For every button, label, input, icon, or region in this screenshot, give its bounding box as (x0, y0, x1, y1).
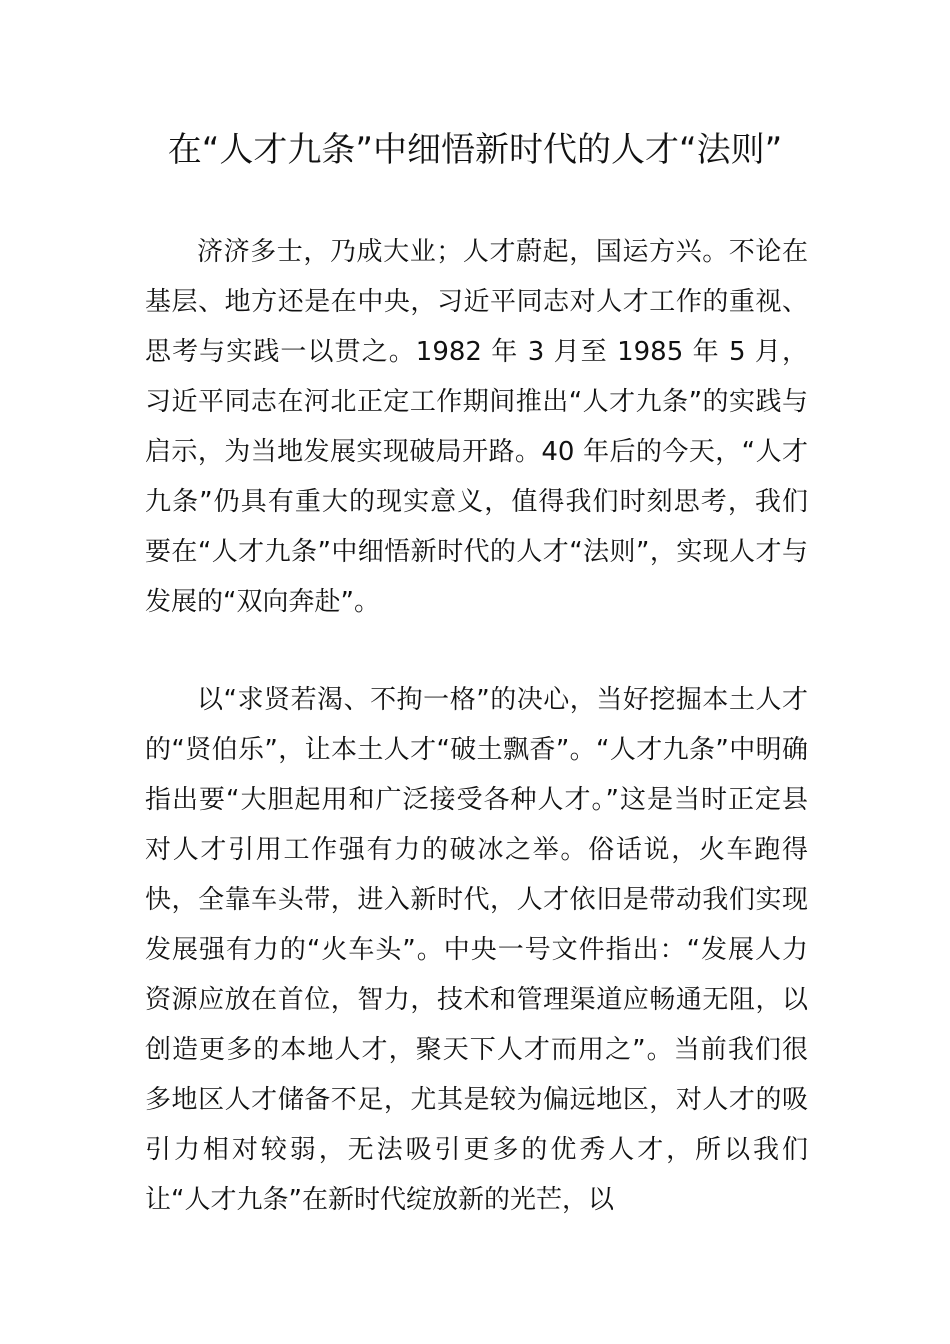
document-title: 在“人才九条”中细悟新时代的人才“法则” (167, 130, 783, 170)
paragraph-2: 以“求贤若渴、不拘一格”的决心，当好挖掘本土人才的“贤伯乐”，让本土人才“破土飘香”。“人才九条”中明确指出要“大胆起用和广泛接受各种人才。”这是当时正定县对人才引用工作强有力的破冰之举。俗话说，火车跑得快，全靠车头带，进入新时代，人才依旧是带动我们实现发展强有力的“火车头”。中央一号文件指出：“发展人力资源应放在首位，智力，技术和管理渠道应畅通无阻，以创造更多的本地人才，聚天下人才而用之”。当前我们很多地区人才储备不足，尤其是较为偏远地区，对人才的吸引力相对较弱，无法吸引更多的优秀人才，所以我们让“人才九条”在新时代绽放新的光芒，以 (145, 685, 808, 1215)
paragraph-1: 济济多士，乃成大业；人才蔚起，国运方兴。不论在基层、地方还是在中央，习近平同志对人才工作的重视、思考与实践一以贯之。1982 年 3 月至 1985 年 5 月，习近平同志在河北正定工作期间推出“人才九条”的实践与启示，为当地发展实现破局开路。40 年后的今天，“人才九条”仍具有重大的现实意义，值得我们时刻思考，我们要在“人才九条”中细悟新时代的人才“法则”，实现人才与发展的“双向奔赴”。 (145, 237, 808, 617)
